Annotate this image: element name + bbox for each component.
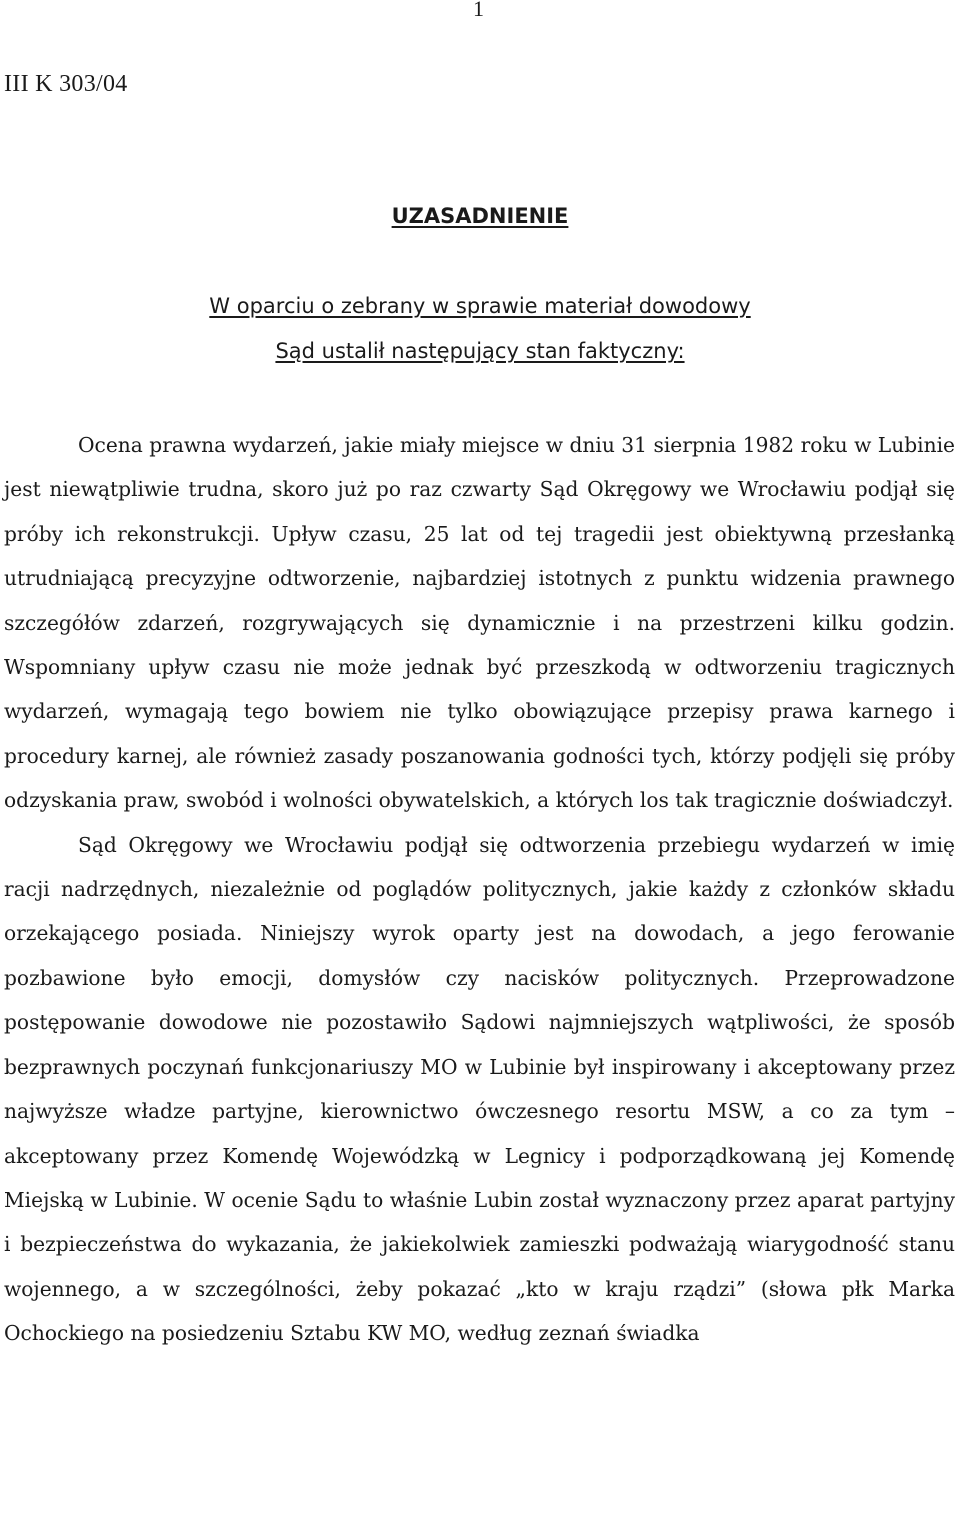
intro-line-2: Sąd ustalił następujący stan faktyczny: (275, 339, 685, 363)
body-paragraph-2: Sąd Okręgowy we Wrocławiu podjął się odtworzenia przebiegu wydarzeń w imię racji nadrzędnych, niezależnie od poglądów politycznych, jakie każdy z członków składu orzekającego posiada. Niniejszy wyrok oparty jest na dowodach, a jego ferowanie pozbawione było emocji, domysłów czy nacisków politycznych. Przeprowadzone postępowanie dowodowe nie pozostawiło Sądowi najmniejszych wątpliwości, że sposób bezprawnych poczynań funkcjonariuszy MO w Lubinie był inspirowany i akceptowany przez najwyższe władze partyjne, kierownictwo ówczesnego resortu MSW, a co za tym – akceptowany przez Komendę Wojewódzką w Legnicy i podporządkowaną jej Komendę Miejską w Lubinie. W ocenie Sądu to właśnie Lubin został wyznaczony przez aparat partyjny i bezpieczeństwa do wykazania, że jakiekolwiek zamieszki podważają wiarygodność stanu wojennego, a w szczególności, żeby pokazać „kto w kraju rządzi” (słowa płk Marka Ochockiego na posiedzeniu Sztabu KW MO, według zeznań świadka (4, 832, 955, 1346)
body-paragraph-1: Ocena prawna wydarzeń, jakie miały miejsce w dniu 31 sierpnia 1982 roku w Lubinie jest niewątpliwie trudna, skoro już po raz czwarty Sąd Okręgowy we Wrocławiu podjął się próby ich rekonstrukcji. Upływ czasu, 25 lat od tej tragedii jest obiektywną przesłanką utrudniającą precyzyjne odtworzenie, najbardziej istotnych z punktu widzenia prawnego szczegółów zdarzeń, rozgrywających się dynamicznie i na przestrzeni kilku godzin. Wspomniany upływ czasu nie może jednak być przeszkodą w odtworzeniu tragicznych wydarzeń, wymagają tego bowiem nie tylko obowiązujące przepisy prawa karnego i procedury karnej, ale również zasady poszanowania godności tych, którzy podjęli się próby odzyskania praw, swobód i wolności obywatelskich, a których los tak tragicznie doświadczył. (4, 433, 955, 813)
case-reference: III K 303/04 (4, 71, 128, 97)
page-number: 1 (473, 0, 484, 21)
document-body (4, 423, 955, 1356)
intro-line-1: W oparciu o zebrany w sprawie materiał dowodowy (209, 294, 751, 318)
document-heading: UZASADNIENIE (391, 204, 569, 228)
